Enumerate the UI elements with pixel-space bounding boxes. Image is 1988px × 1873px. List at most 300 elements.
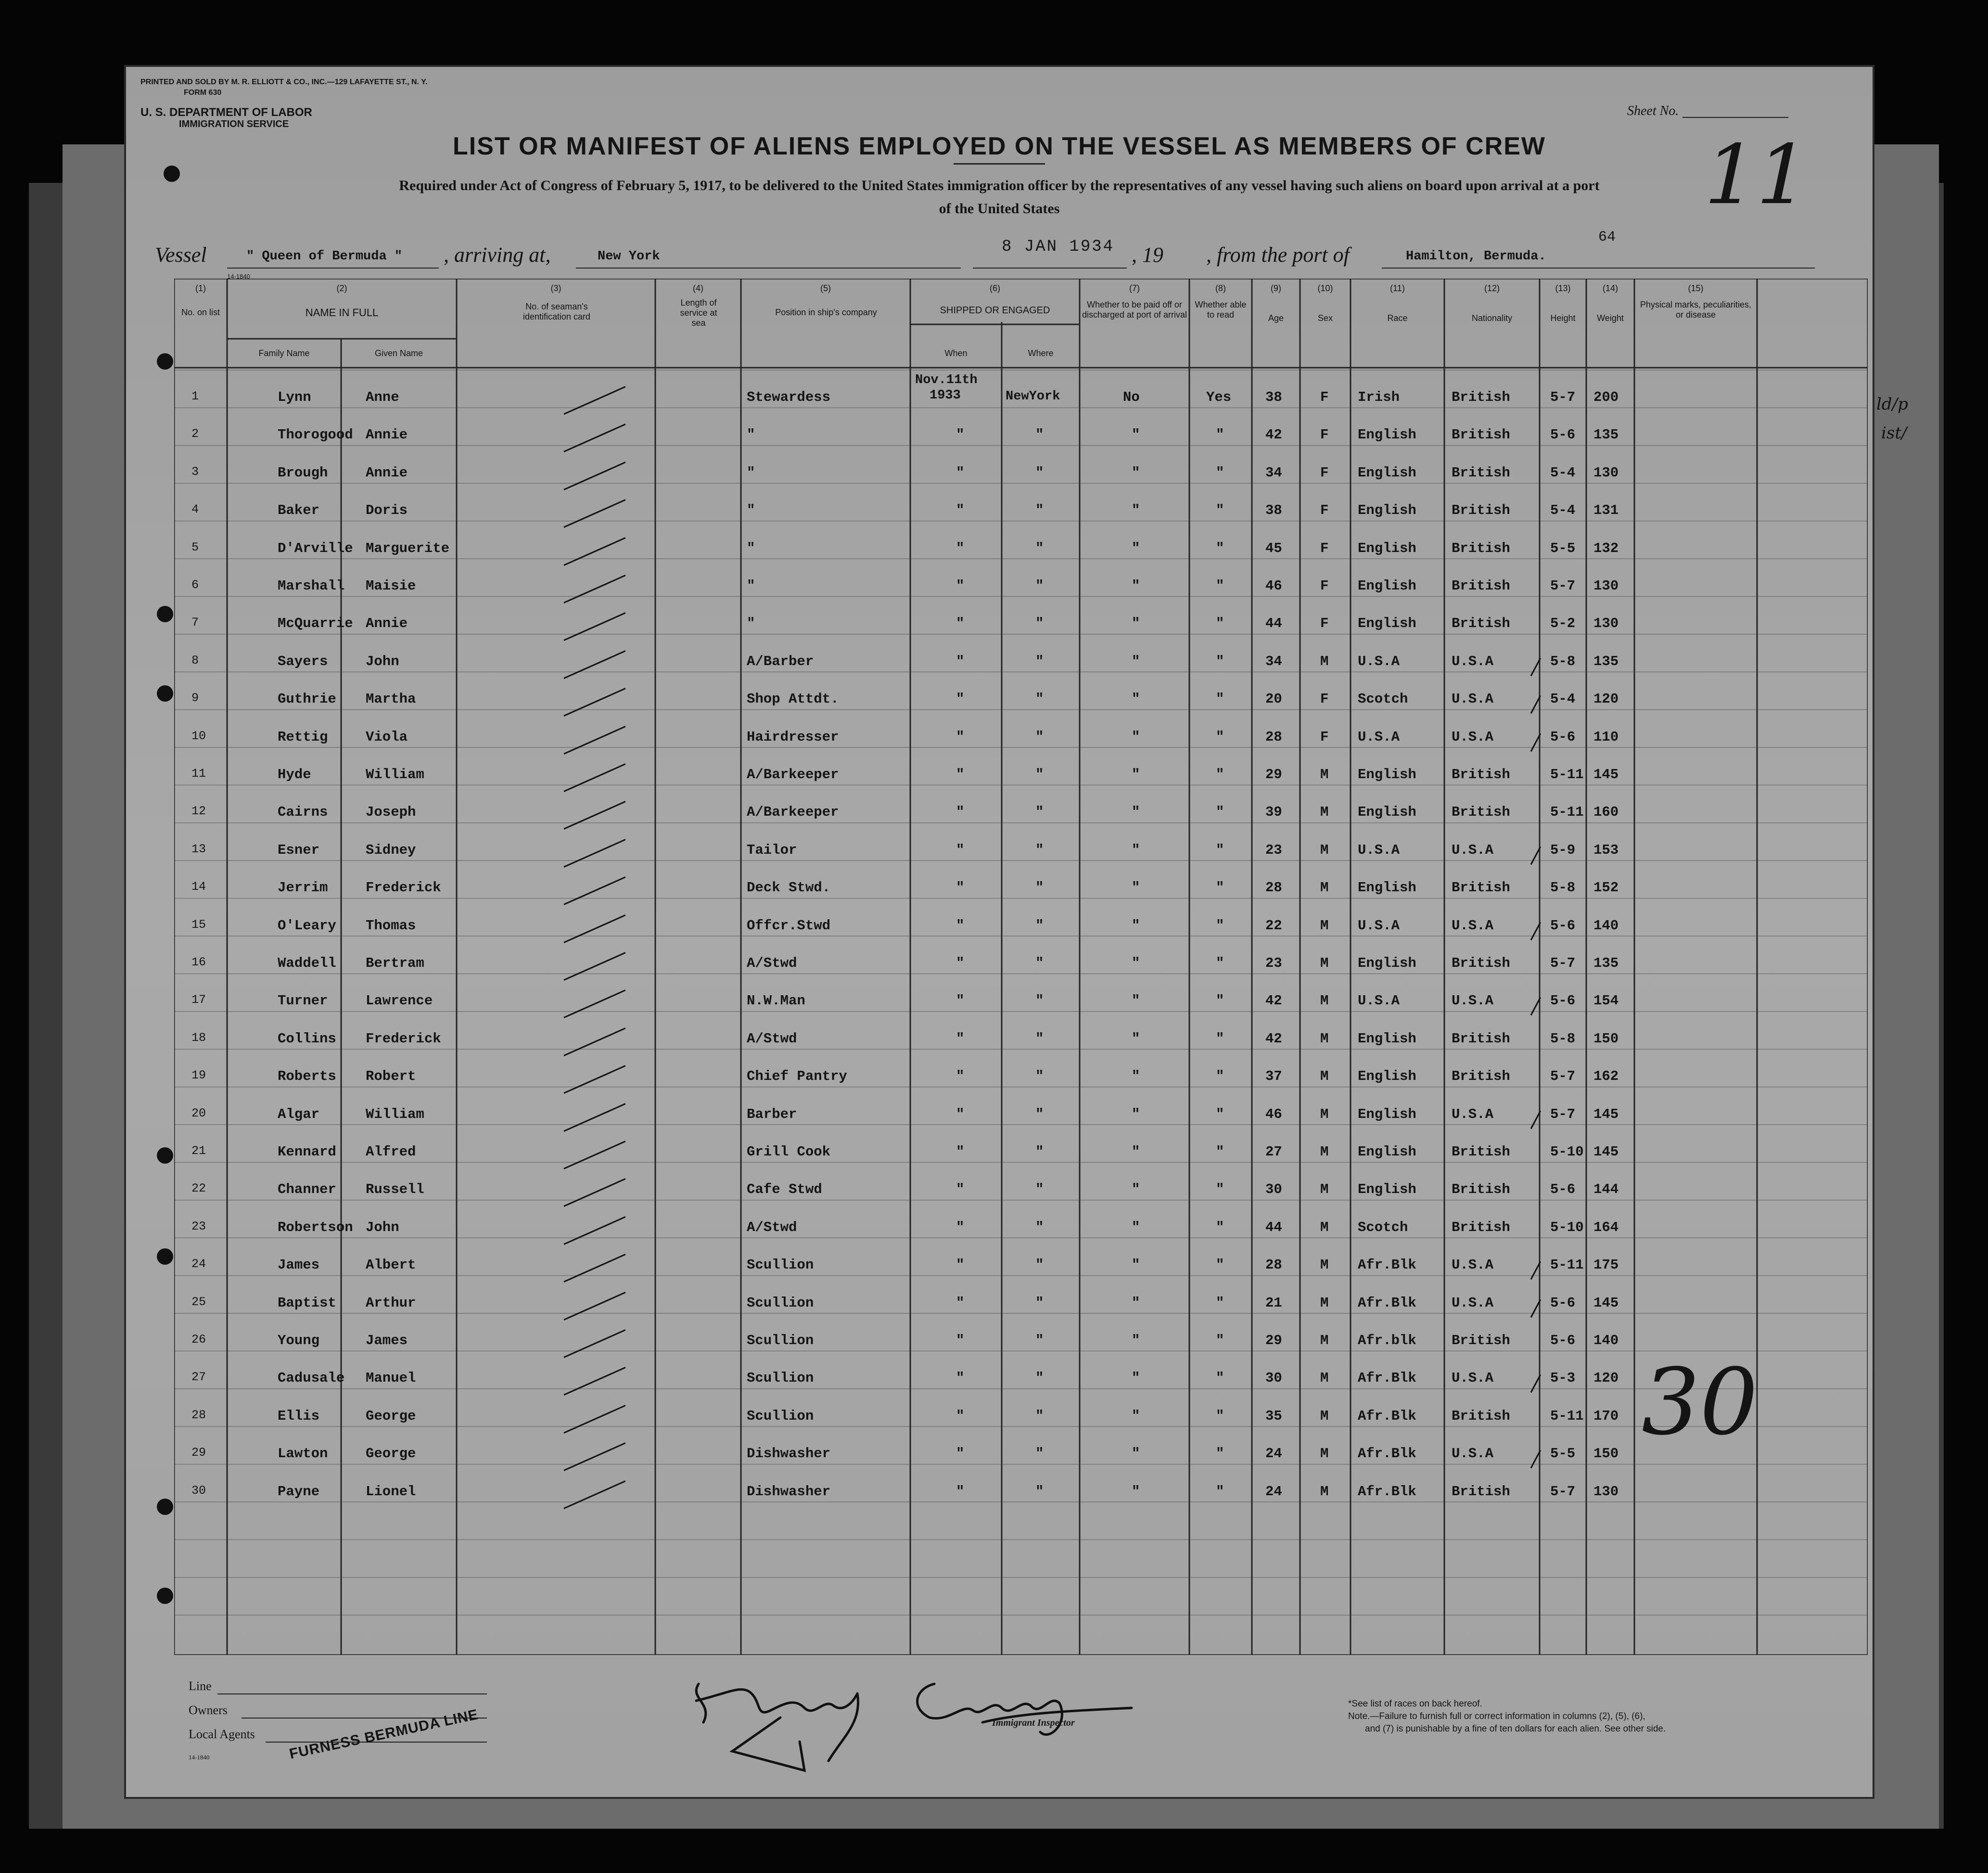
height: 5-5	[1550, 540, 1576, 556]
read-ditto: "	[1216, 1106, 1224, 1122]
paid-off-ditto: "	[1132, 804, 1140, 821]
race: U.S.A	[1358, 993, 1400, 1009]
given-name: John	[366, 653, 399, 669]
weight: 130	[1593, 464, 1619, 481]
given-name: William	[366, 1106, 424, 1122]
shipped-when-ditto: "	[956, 804, 965, 821]
position: Chief Pantry	[747, 1068, 847, 1085]
column-6-number: (6)	[990, 283, 1000, 293]
manifest-footer	[174, 1660, 1868, 1790]
paid-off-ditto: "	[1132, 578, 1140, 594]
read-ditto: "	[1216, 1295, 1224, 1311]
paid-off-ditto: "	[1132, 1219, 1140, 1235]
height: 5-7	[1550, 1068, 1576, 1085]
age: 37	[1265, 1068, 1282, 1085]
column-14-label: Weight	[1597, 313, 1624, 323]
requirement-text-2: of the United States	[939, 201, 1060, 217]
shipped-where-ditto: "	[1035, 842, 1044, 858]
nationality: U.S.A	[1452, 1295, 1494, 1311]
when-header: When	[944, 348, 968, 358]
weight: 154	[1593, 993, 1619, 1009]
sex: M	[1320, 1483, 1329, 1500]
crew-table	[174, 279, 1868, 1655]
family-name: Ellis	[278, 1408, 320, 1424]
row-number: 28	[191, 1408, 206, 1422]
age: 39	[1265, 804, 1282, 821]
weight: 145	[1593, 1295, 1619, 1311]
sex: M	[1320, 804, 1329, 821]
weight: 135	[1593, 955, 1619, 971]
race: English	[1358, 955, 1416, 971]
sex: M	[1320, 1295, 1329, 1311]
sex: F	[1320, 729, 1329, 745]
vessel-line	[155, 229, 1839, 271]
column-2-number: (2)	[336, 283, 347, 293]
shipped-where-ditto: "	[1035, 1370, 1044, 1386]
family-name: Sayers	[278, 653, 328, 669]
given-name: Frederick	[366, 880, 441, 896]
position: Deck Stwd.	[747, 880, 831, 896]
read-ditto: "	[1216, 502, 1224, 519]
height: 5-4	[1550, 502, 1576, 519]
shipped-when-ditto: "	[956, 1106, 965, 1122]
punch-hole	[157, 1588, 173, 1604]
height: 5-6	[1550, 1295, 1576, 1311]
race: English	[1358, 767, 1416, 783]
age: 27	[1265, 1144, 1282, 1160]
column-1-label: No. on list	[181, 308, 220, 317]
race: U.S.A	[1358, 729, 1400, 745]
family-name: Hyde	[278, 767, 311, 783]
weight: 145	[1593, 767, 1619, 783]
family-name: Brough	[278, 464, 328, 481]
column-8-number: (8)	[1215, 283, 1226, 293]
sex: M	[1320, 1181, 1329, 1198]
position: Scullion	[747, 1408, 814, 1424]
column-15-label: Physical marks, peculiarities, or disease	[1640, 300, 1752, 320]
family-name: O'Leary	[278, 917, 336, 934]
sex: M	[1320, 1446, 1329, 1462]
sex: M	[1320, 767, 1329, 783]
sheet-number-line	[1682, 117, 1788, 118]
height: 5-7	[1550, 389, 1576, 405]
family-name: McQuarrie	[278, 616, 353, 632]
given-name: Doris	[366, 502, 408, 519]
weight: 130	[1593, 616, 1619, 632]
weight: 130	[1593, 1483, 1619, 1500]
height: 5-9	[1550, 842, 1576, 858]
height: 5-11	[1550, 1257, 1584, 1273]
arriving-label: , arriving at,	[444, 243, 551, 267]
paid-off-ditto: "	[1132, 1144, 1140, 1160]
given-name: Arthur	[366, 1295, 416, 1311]
row-number: 30	[191, 1483, 206, 1498]
height: 5-6	[1550, 993, 1576, 1009]
printer-line: PRINTED AND SOLD BY M. R. ELLIOTT & CO., INC.—129 LAFAYETTE ST., N. Y.	[140, 78, 428, 86]
shipped-when-ditto: "	[956, 1483, 965, 1500]
sheet-number: 11	[1694, 128, 1819, 223]
sex: M	[1320, 1106, 1329, 1122]
paid-off-ditto: "	[1132, 1333, 1140, 1348]
height: 5-6	[1550, 1181, 1576, 1198]
paid-off-ditto: "	[1132, 1483, 1140, 1500]
row-number: 11	[191, 767, 206, 781]
position: "	[747, 540, 755, 556]
total-count: 30	[1642, 1349, 1758, 1455]
given-name: Robert	[366, 1068, 416, 1085]
row-number: 14	[191, 880, 206, 894]
nationality: British	[1452, 767, 1510, 783]
nationality: British	[1452, 1219, 1510, 1235]
given-name: Sidney	[366, 842, 416, 858]
position: Barber	[747, 1106, 797, 1122]
age: 28	[1265, 1257, 1282, 1273]
height: 5-6	[1550, 729, 1576, 745]
shipped-when-ditto: "	[956, 1370, 965, 1386]
shipped-when-ditto: "	[956, 842, 965, 858]
paid-off-ditto: "	[1132, 427, 1140, 443]
column-12-number: (12)	[1484, 283, 1500, 293]
height: 5-7	[1550, 1106, 1576, 1122]
read-ditto: "	[1216, 540, 1224, 556]
nationality: U.S.A	[1452, 842, 1494, 858]
nationality: British	[1452, 1181, 1510, 1198]
nationality: U.S.A	[1452, 1446, 1494, 1462]
given-name: Lionel	[366, 1483, 416, 1500]
race: Afr.Blk	[1358, 1446, 1416, 1462]
paid-off-ditto: "	[1132, 993, 1140, 1009]
column-11-label: Race	[1387, 313, 1408, 323]
weight: 153	[1593, 842, 1619, 858]
column-6-label: SHIPPED OR ENGAGED	[940, 305, 1050, 316]
read-ditto: "	[1216, 1030, 1224, 1047]
race: U.S.A	[1358, 842, 1400, 858]
race: English	[1358, 880, 1416, 896]
age: 44	[1265, 1219, 1282, 1235]
column-1-number: (1)	[195, 283, 206, 293]
weight: 162	[1593, 1068, 1619, 1085]
age: 28	[1265, 729, 1282, 745]
line-fill-line	[217, 1693, 487, 1694]
column-11-number: (11)	[1390, 283, 1405, 293]
age: 29	[1265, 767, 1282, 783]
row-number: 20	[191, 1106, 206, 1120]
age: 35	[1265, 1408, 1282, 1424]
given-name: Maisie	[366, 578, 416, 594]
inspector-signature	[684, 1665, 1165, 1790]
shipped-where-ditto: "	[1035, 691, 1044, 707]
family-name: Thorogood	[278, 427, 353, 443]
column-10-label: Sex	[1317, 313, 1333, 323]
row-number: 12	[191, 804, 206, 819]
line-label: Line	[189, 1679, 212, 1693]
given-name: Alfred	[366, 1144, 416, 1160]
column-5-label: Position in ship's company	[775, 308, 877, 317]
family-name: James	[278, 1257, 320, 1273]
race: U.S.A	[1358, 917, 1400, 934]
height: 5-8	[1550, 653, 1576, 669]
given-name-header: Given Name	[374, 348, 423, 358]
family-name: Algar	[278, 1106, 320, 1122]
given-name: Martha	[366, 691, 416, 707]
given-name: William	[366, 767, 424, 783]
family-name: Jerrim	[278, 880, 328, 896]
column-9-number: (9)	[1271, 283, 1281, 293]
shipped-where-ditto: "	[1035, 1483, 1044, 1500]
vessel-name: " Queen of Bermuda "	[246, 249, 403, 264]
paid-off-ditto: "	[1132, 1257, 1140, 1273]
shipped-when-ditto: "	[956, 1446, 965, 1462]
vessel-fill-line	[227, 268, 439, 269]
sheet-number-label: Sheet No.	[1627, 103, 1679, 118]
given-name: Annie	[366, 464, 408, 481]
read-ditto: "	[1216, 1370, 1224, 1386]
given-name: Frederick	[366, 1030, 441, 1047]
manifest-title: LIST OR MANIFEST OF ALIENS EMPLOYED ON THE VESSEL AS MEMBERS OF CREW	[453, 132, 1546, 160]
race: English	[1358, 1106, 1416, 1122]
height: 5-4	[1550, 691, 1576, 707]
column-15-number: (15)	[1688, 283, 1704, 293]
sex: F	[1320, 616, 1329, 632]
read-ditto: "	[1216, 842, 1224, 858]
column-12-label: Nationality	[1471, 313, 1513, 323]
margin-annotation: ist/	[1881, 423, 1907, 443]
given-name: James	[366, 1333, 408, 1348]
given-name: John	[366, 1219, 399, 1235]
sex: M	[1320, 842, 1329, 858]
age: 45	[1265, 540, 1282, 556]
nationality: U.S.A	[1452, 917, 1494, 934]
able-to-read-value: Yes	[1206, 389, 1232, 405]
given-name: George	[366, 1446, 416, 1462]
age: 44	[1265, 616, 1282, 632]
race: Afr.Blk	[1358, 1370, 1416, 1386]
age: 34	[1265, 464, 1282, 481]
from-port: Hamilton, Bermuda.	[1406, 249, 1546, 264]
race: Afr.Blk	[1358, 1483, 1416, 1500]
paid-off-ditto: "	[1132, 729, 1140, 745]
given-name: George	[366, 1408, 416, 1424]
shipped-when-ditto: "	[956, 1295, 965, 1311]
family-name: Lynn	[278, 389, 311, 405]
height: 5-6	[1550, 917, 1576, 934]
nationality: U.S.A	[1452, 993, 1494, 1009]
shipped-when-ditto: "	[956, 427, 965, 443]
height: 5-11	[1550, 1408, 1584, 1424]
shipped-when-ditto: "	[956, 1030, 965, 1047]
weight: 145	[1593, 1144, 1619, 1160]
family-name: Esner	[278, 842, 320, 858]
position: Hairdresser	[747, 729, 839, 745]
family-name: Marshall	[278, 578, 345, 594]
given-name: Manuel	[366, 1370, 416, 1386]
race: English	[1358, 804, 1416, 821]
paid-off-ditto: "	[1132, 1446, 1140, 1462]
height: 5-10	[1550, 1144, 1584, 1160]
family-name: Baker	[278, 502, 320, 519]
column-10-number: (10)	[1317, 283, 1333, 293]
age: 42	[1265, 427, 1282, 443]
age: 38	[1265, 389, 1282, 405]
age: 38	[1265, 502, 1282, 519]
row-number: 25	[191, 1295, 206, 1309]
height: 5-7	[1550, 1483, 1576, 1500]
punch-hole	[157, 353, 173, 370]
row-number: 3	[191, 464, 199, 479]
height: 5-11	[1550, 804, 1584, 821]
shipped-when-ditto: "	[956, 540, 965, 556]
shipped-where-ditto: "	[1035, 880, 1044, 896]
given-name: Annie	[366, 616, 408, 632]
position: Scullion	[747, 1257, 814, 1273]
weight: 135	[1593, 427, 1619, 443]
paid-off-ditto: "	[1132, 1030, 1140, 1047]
paid-off-ditto: "	[1132, 880, 1140, 896]
weight: 120	[1593, 1370, 1619, 1386]
paid-off-ditto: "	[1132, 767, 1140, 783]
age: 30	[1265, 1370, 1282, 1386]
paid-off-ditto: "	[1132, 842, 1140, 858]
race: Scotch	[1358, 691, 1408, 707]
age: 29	[1265, 1333, 1282, 1348]
paid-off-ditto: "	[1132, 464, 1140, 481]
paid-off-ditto: "	[1132, 1106, 1140, 1122]
shipped-port: NewYork	[1006, 389, 1060, 404]
nationality: British	[1452, 1030, 1510, 1047]
nationality: U.S.A	[1452, 1370, 1494, 1386]
sex: M	[1320, 880, 1329, 896]
shipped-where-ditto: "	[1035, 1068, 1044, 1085]
position: "	[747, 578, 755, 594]
position: "	[747, 427, 755, 443]
family-name: D'Arville	[278, 540, 353, 556]
race: Irish	[1358, 389, 1400, 405]
shipped-when-ditto: "	[956, 1068, 965, 1085]
weight: 164	[1593, 1219, 1619, 1235]
nationality: U.S.A	[1452, 1257, 1494, 1273]
shipped-when-ditto: "	[956, 917, 965, 934]
position: Tailor	[747, 842, 797, 858]
shipped-where-ditto: "	[1035, 616, 1044, 632]
nationality: British	[1452, 427, 1510, 443]
nationality: British	[1452, 616, 1510, 632]
paid-off-ditto: "	[1132, 1408, 1140, 1424]
sex: M	[1320, 955, 1329, 971]
punch-hole	[157, 685, 173, 702]
weight: 131	[1593, 502, 1619, 519]
paid-off-ditto: "	[1132, 540, 1140, 556]
shipped-where-ditto: "	[1035, 955, 1044, 971]
nationality: British	[1452, 1068, 1510, 1085]
read-ditto: "	[1216, 1483, 1224, 1500]
read-ditto: "	[1216, 1144, 1224, 1160]
read-ditto: "	[1216, 1333, 1224, 1348]
requirement-text: Required under Act of Congress of February 5, 1917, to be delivered to the United States immigration officer by the representatives of any vessel having such aliens on board upon arrival at a port	[399, 178, 1600, 193]
sex: F	[1320, 578, 1329, 594]
weight: 130	[1593, 578, 1619, 594]
date-fill-line	[973, 268, 1127, 269]
read-ditto: "	[1216, 1068, 1224, 1085]
shipped-where-ditto: "	[1035, 1446, 1044, 1462]
row-number: 22	[191, 1181, 206, 1196]
read-ditto: "	[1216, 955, 1224, 971]
shipped-where-ditto: "	[1035, 427, 1044, 443]
nationality: British	[1452, 880, 1510, 896]
given-name: Thomas	[366, 917, 416, 934]
fine-note-line-1: Note.—Failure to furnish full or correct information in columns (2), (5), (6),	[1348, 1711, 1645, 1721]
given-name: Albert	[366, 1257, 416, 1273]
column-13-label: Height	[1550, 313, 1576, 323]
position: A/Barber	[747, 653, 814, 669]
height: 5-8	[1550, 880, 1576, 896]
shipped-when-ditto: "	[956, 993, 965, 1009]
nationality: British	[1452, 578, 1510, 594]
position: Scullion	[747, 1333, 814, 1348]
race: English	[1358, 1068, 1416, 1085]
race: Afr.Blk	[1358, 1408, 1416, 1424]
punch-hole	[157, 1147, 173, 1164]
sex: M	[1320, 993, 1329, 1009]
column-7-label: Whether to be paid off or discharged at port of arrival	[1082, 300, 1187, 320]
given-name: Annie	[366, 427, 408, 443]
row-number: 10	[191, 729, 206, 743]
position: Grill Cook	[747, 1144, 831, 1160]
age: 20	[1265, 691, 1282, 707]
row-number: 24	[191, 1257, 206, 1271]
family-name: Young	[278, 1333, 320, 1348]
race: English	[1358, 1144, 1416, 1160]
row-number: 13	[191, 842, 206, 856]
shipped-date: Nov.11th	[915, 373, 978, 387]
given-name: Viola	[366, 729, 408, 745]
family-name: Payne	[278, 1483, 320, 1500]
nationality: British	[1452, 389, 1510, 405]
arrival-fill-line	[576, 268, 961, 269]
age: 23	[1265, 842, 1282, 858]
paid-off-ditto: "	[1132, 917, 1140, 934]
line-stamp: FURNESS BERMUDA LINE	[288, 1706, 480, 1762]
column-9-label: Age	[1268, 313, 1284, 323]
position: Stewardess	[747, 389, 831, 405]
shipped-where-ditto: "	[1035, 729, 1044, 745]
read-ditto: "	[1216, 993, 1224, 1009]
age: 34	[1265, 653, 1282, 669]
row-number: 27	[191, 1370, 206, 1385]
age: 42	[1265, 993, 1282, 1009]
family-name: Roberts	[278, 1068, 336, 1085]
sex: M	[1320, 1144, 1329, 1160]
sex: M	[1320, 1257, 1329, 1273]
weight: 132	[1593, 540, 1619, 556]
from-port-label: , from the port of	[1206, 243, 1350, 267]
nationality: British	[1452, 955, 1510, 971]
column-3-label: No. of seaman's identification card	[522, 302, 591, 321]
sex: F	[1320, 427, 1329, 443]
column-2-label: NAME IN FULL	[305, 307, 379, 319]
read-ditto: "	[1216, 464, 1224, 481]
shipped-when-ditto: "	[956, 1144, 965, 1160]
column-13-number: (13)	[1555, 283, 1571, 293]
age: 46	[1265, 1106, 1282, 1122]
position: "	[747, 502, 755, 519]
race: Afr.Blk	[1358, 1257, 1416, 1273]
shipped-when-ditto: "	[956, 729, 965, 745]
weight: 144	[1593, 1181, 1619, 1198]
shipped-when-ditto: "	[956, 1181, 965, 1198]
local-agents-label: Local Agents	[189, 1727, 255, 1741]
family-name: Cadusale	[278, 1370, 345, 1386]
year-prefix: , 19	[1132, 243, 1163, 267]
